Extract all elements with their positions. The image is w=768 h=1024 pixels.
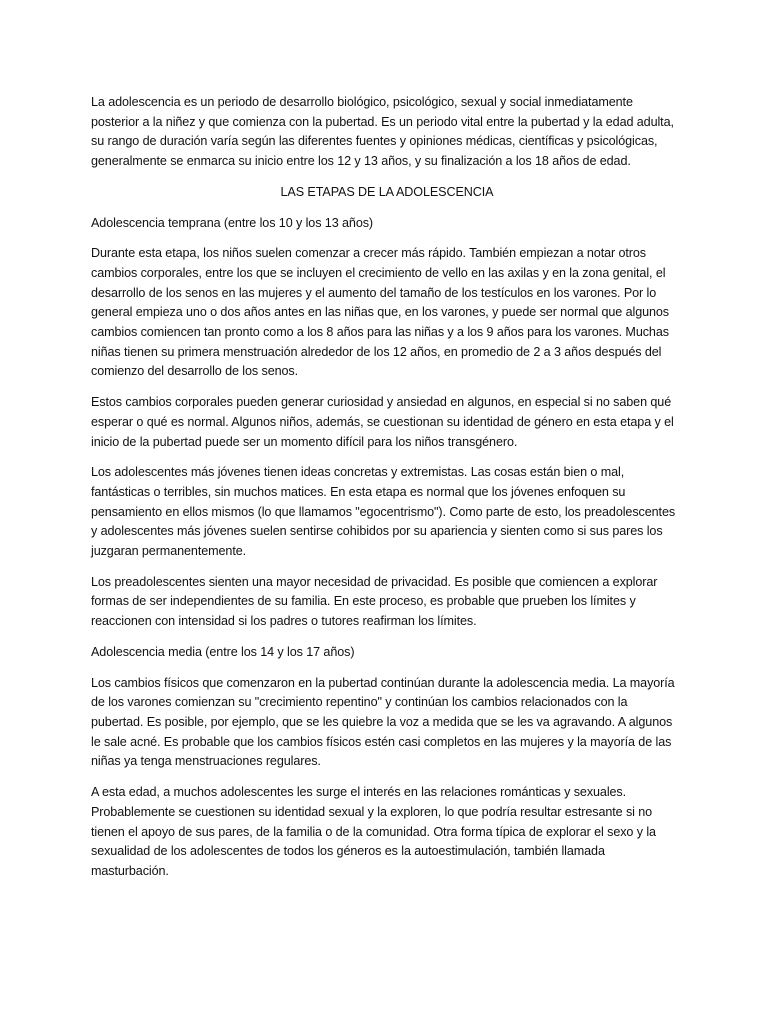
- section-middle-paragraph-1: Los cambios físicos que comenzaron en la pubertad continúan durante la adolescencia media. La mayoría de los varones comienzan su "crecimiento repentino" y continúan los cambios relacionados con la pubertad. Es posible, por ejemplo, que se les quiebre la voz a medida que se les va agravando. A algunos le sale acné. Es probable que los cambios físicos estén casi completos en las mujeres y la mayoría de las niñas ya tenga menstruaciones regulares.: [91, 675, 675, 769]
- section-early-title: Adolescencia temprana (entre los 10 y los 13 años): [91, 215, 374, 230]
- section-middle-paragraph-2: A esta edad, a muchos adolescentes les surge el interés en las relaciones románticas y sexuales. Probablemente se cuestionen su identidad sexual y la exploren, lo que podría resultar estresante si no tienen el apoyo de sus pares, de la familia o de la comunidad. Otra forma típica de explorar el sexo y la sexualidad de los adolescentes de todos los géneros es la autoestimulación, también llamada masturbación.: [91, 785, 656, 878]
- section-middle-title: Adolescencia media (entre los 14 y los 17 años): [91, 644, 355, 659]
- main-heading: LAS ETAPAS DE LA ADOLESCENCIA: [280, 184, 494, 199]
- section-early-paragraph-3: Los adolescentes más jóvenes tienen ideas concretas y extremistas. Las cosas están bien o mal, fantásticas o terribles, sin muchos matices. En esta etapa es normal que los jóvenes enfoquen su pensamiento en ellos mismos (lo que llamamos "egocentrismo"). Como parte de esto, los preadolescentes y adolescentes más jóvenes suelen sentirse cohibidos por su apariencia y sienten como si sus pares los juzgaran permanentemente.: [91, 465, 676, 559]
- intro-paragraph: La adolescencia es un periodo de desarrollo biológico, psicológico, sexual y social inmediatamente posterior a la niñez y que comienza con la pubertad. Es un periodo vital entre la pubertad y la edad adulta, su rango de duración varía según las diferentes fuentes y opiniones médicas, científicas y psicológicas, generalmente se enmarca su inicio entre los 12 y 13 años, y su finalización a los 18 años de edad.: [91, 95, 674, 169]
- section-early-paragraph-2: Estos cambios corporales pueden generar curiosidad y ansiedad en algunos, en especial si no saben qué esperar o qué es normal. Algunos niños, además, se cuestionan su identidad de género en esta etapa y el inicio de la pubertad puede ser un momento difícil para los niños transgénero.: [91, 395, 674, 449]
- section-early-paragraph-4: Los preadolescentes sienten una mayor necesidad de privacidad. Es posible que comiencen a explorar formas de ser independientes de su familia. En este proceso, es probable que prueben los límites y reaccionen con intensidad si los padres o tutores reafirman los límites.: [91, 574, 658, 629]
- document-page: [91, 93, 683, 893]
- section-early-paragraph-1: Durante esta etapa, los niños suelen comenzar a crecer más rápido. También empiezan a notar otros cambios corporales, entre los que se incluyen el crecimiento de vello en las axilas y en la zona genital, el desarrollo de los senos en las mujeres y el aumento del tamaño de los testículos en los varones. Por lo general empieza uno o dos años antes en las niñas que, en los varones, y puede ser normal que algunos cambios comiencen tan pronto como a los 8 años para las niñas y a los 9 años para los varones. Muchas niñas tienen su primera menstruación alrededor de los 12 años, en promedio de 2 a 3 años después del comienzo del desarrollo de los senos.: [91, 246, 670, 379]
